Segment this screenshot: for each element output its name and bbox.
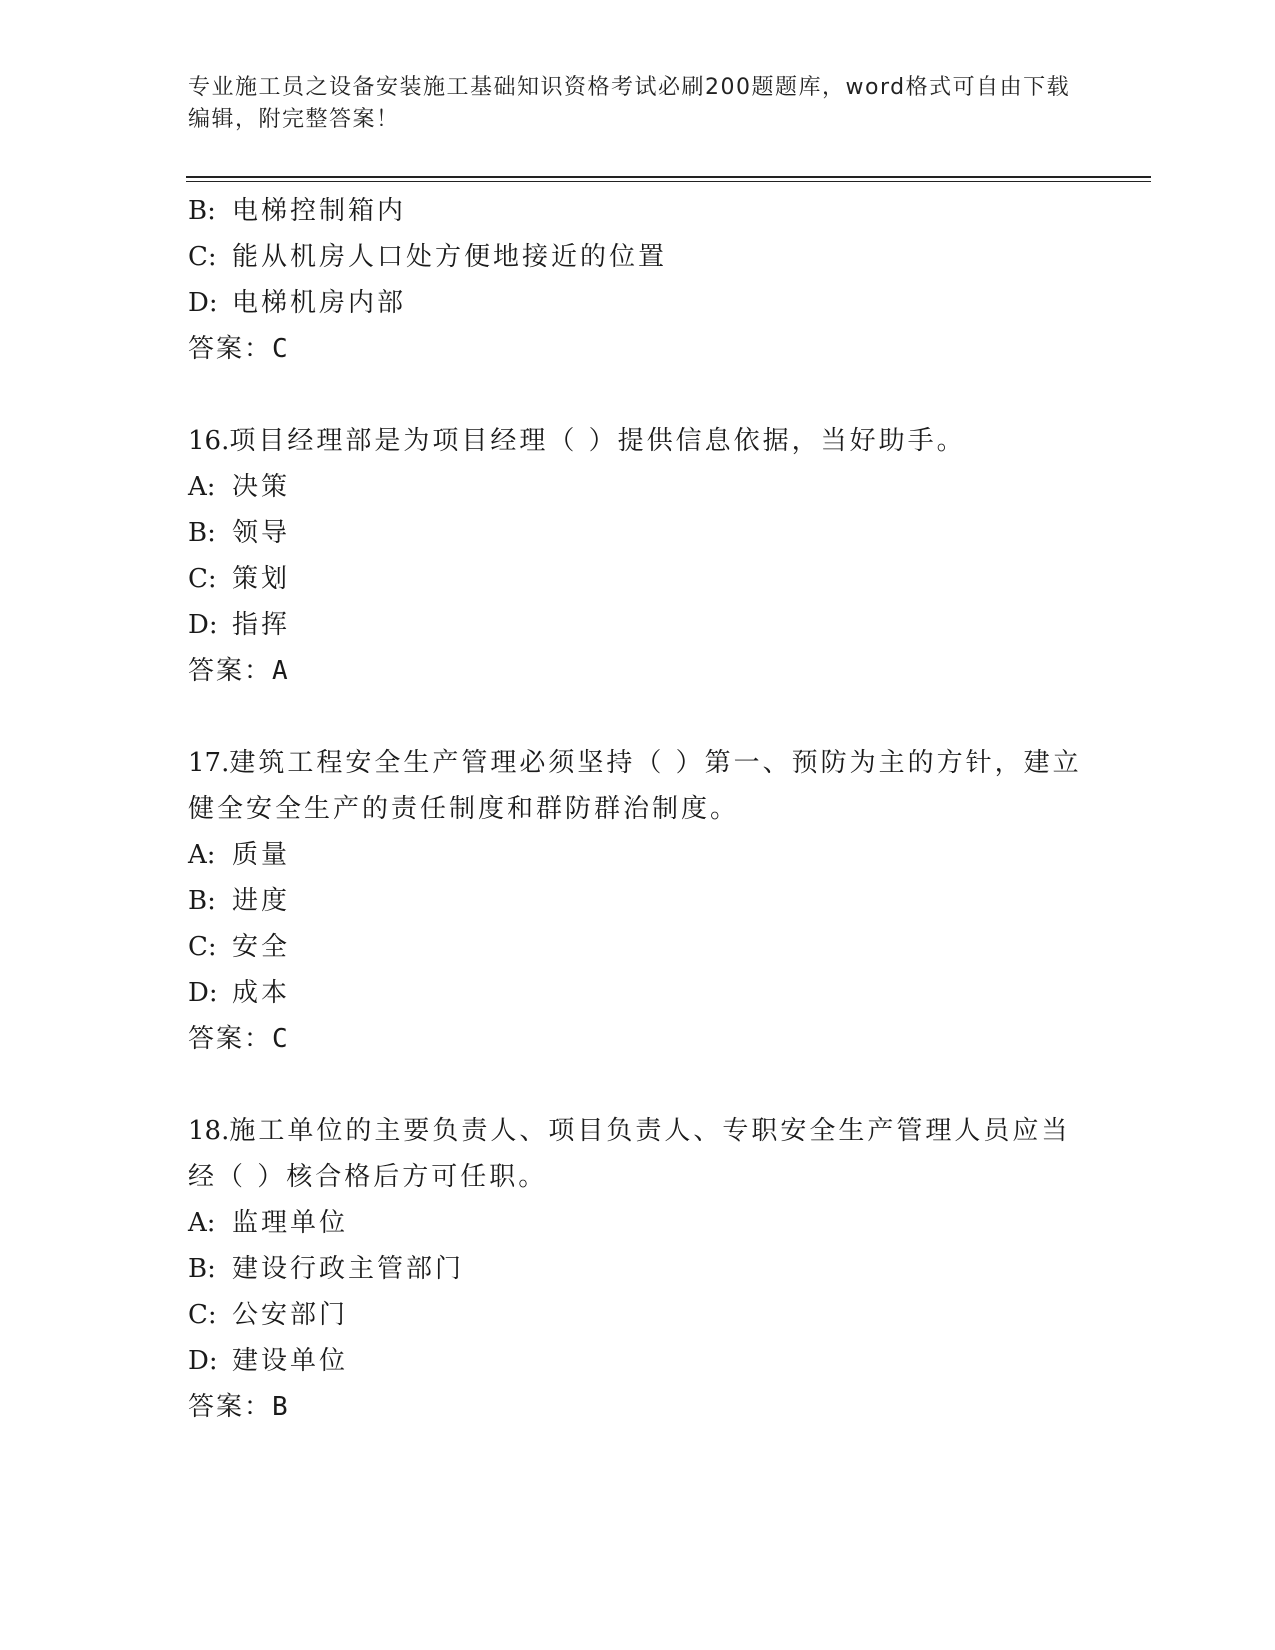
spacer [188, 694, 1088, 740]
option-text: 成本 [232, 978, 291, 1008]
question-16 [188, 418, 1088, 694]
option-line [188, 1246, 1088, 1292]
option-letter: C: [188, 564, 217, 594]
option-letter: D: [188, 288, 218, 318]
option-text: 决策 [232, 472, 291, 502]
answer-value: A [272, 656, 290, 686]
question-text: 施工单位的主要负责人、项目负责人、专职安全生产管理人员应当经（ ）核合格后方可任职。 [188, 1116, 1071, 1192]
answer-value: B [272, 1392, 290, 1422]
option-letter: B: [188, 518, 216, 548]
question-text: 项目经理部是为项目经理（ ）提供信息依据，当好助手。 [229, 426, 966, 456]
option-text: 监理单位 [232, 1208, 349, 1238]
header-rule-thin [186, 181, 1151, 182]
option-line [188, 1338, 1088, 1384]
option-text: 安全 [232, 932, 291, 962]
question-17 [188, 740, 1088, 1062]
option-line [188, 878, 1088, 924]
question-number: 17. [188, 748, 230, 778]
document-header: 专业施工员之设备安装施工基础知识资格考试必刷200题题库，word格式可自由下载编辑，附完整答案！ [188, 75, 1071, 132]
answer-label: 答案： [188, 1392, 273, 1422]
question-stem [188, 740, 1088, 832]
answer-value: C [272, 1024, 290, 1054]
option-line [188, 556, 1088, 602]
option-letter: A: [188, 1208, 216, 1238]
option-letter: D: [188, 978, 218, 1008]
option-letter: C: [188, 242, 217, 272]
option-line [188, 1292, 1088, 1338]
option-letter: A: [188, 840, 216, 870]
question-stem [188, 1108, 1088, 1200]
option-line [188, 1200, 1088, 1246]
header-rule-thick [186, 176, 1151, 178]
option-letter: B: [188, 196, 216, 226]
option-letter: D: [188, 610, 218, 640]
option-text: 指挥 [232, 610, 291, 640]
option-letter: C: [188, 932, 217, 962]
question-text: 建筑工程安全生产管理必须坚持（ ）第一、预防为主的方针，建立健全安全生产的责任制度和群防群治制度。 [188, 748, 1082, 824]
option-text: 建设行政主管部门 [232, 1254, 465, 1284]
answer-value: C [272, 334, 290, 364]
option-letter: D: [188, 1346, 218, 1376]
option-text: 公安部门 [232, 1300, 349, 1330]
answer-label: 答案： [188, 1024, 273, 1054]
option-line [188, 970, 1088, 1016]
question-number: 18. [188, 1116, 230, 1146]
question-stem [188, 418, 1088, 464]
option-line [188, 510, 1088, 556]
answer-label: 答案： [188, 656, 273, 686]
option-letter: A: [188, 472, 216, 502]
option-line [188, 464, 1088, 510]
option-text: 进度 [232, 886, 291, 916]
option-text: 电梯控制箱内 [232, 196, 407, 226]
answer-line [188, 326, 1088, 372]
option-letter: C: [188, 1300, 217, 1330]
option-letter: B: [188, 886, 216, 916]
question-number: 16. [188, 426, 230, 456]
option-line [188, 188, 1088, 234]
question-18 [188, 1108, 1088, 1430]
option-line [188, 280, 1088, 326]
option-text: 建设单位 [232, 1346, 349, 1376]
spacer [188, 1062, 1088, 1108]
answer-label: 答案： [188, 334, 273, 364]
option-text: 能从机房人口处方便地接近的位置 [232, 242, 668, 272]
question-content [188, 188, 1088, 1430]
answer-line [188, 1384, 1088, 1430]
option-line [188, 234, 1088, 280]
option-text: 策划 [232, 564, 291, 594]
option-text: 质量 [232, 840, 291, 870]
option-line [188, 832, 1088, 878]
answer-line [188, 648, 1088, 694]
option-text: 电梯机房内部 [232, 288, 407, 318]
answer-line [188, 1016, 1088, 1062]
option-text: 领导 [232, 518, 291, 548]
spacer [188, 372, 1088, 418]
previous-question-block [188, 188, 1088, 372]
option-line [188, 924, 1088, 970]
option-line [188, 602, 1088, 648]
option-letter: B: [188, 1254, 216, 1284]
